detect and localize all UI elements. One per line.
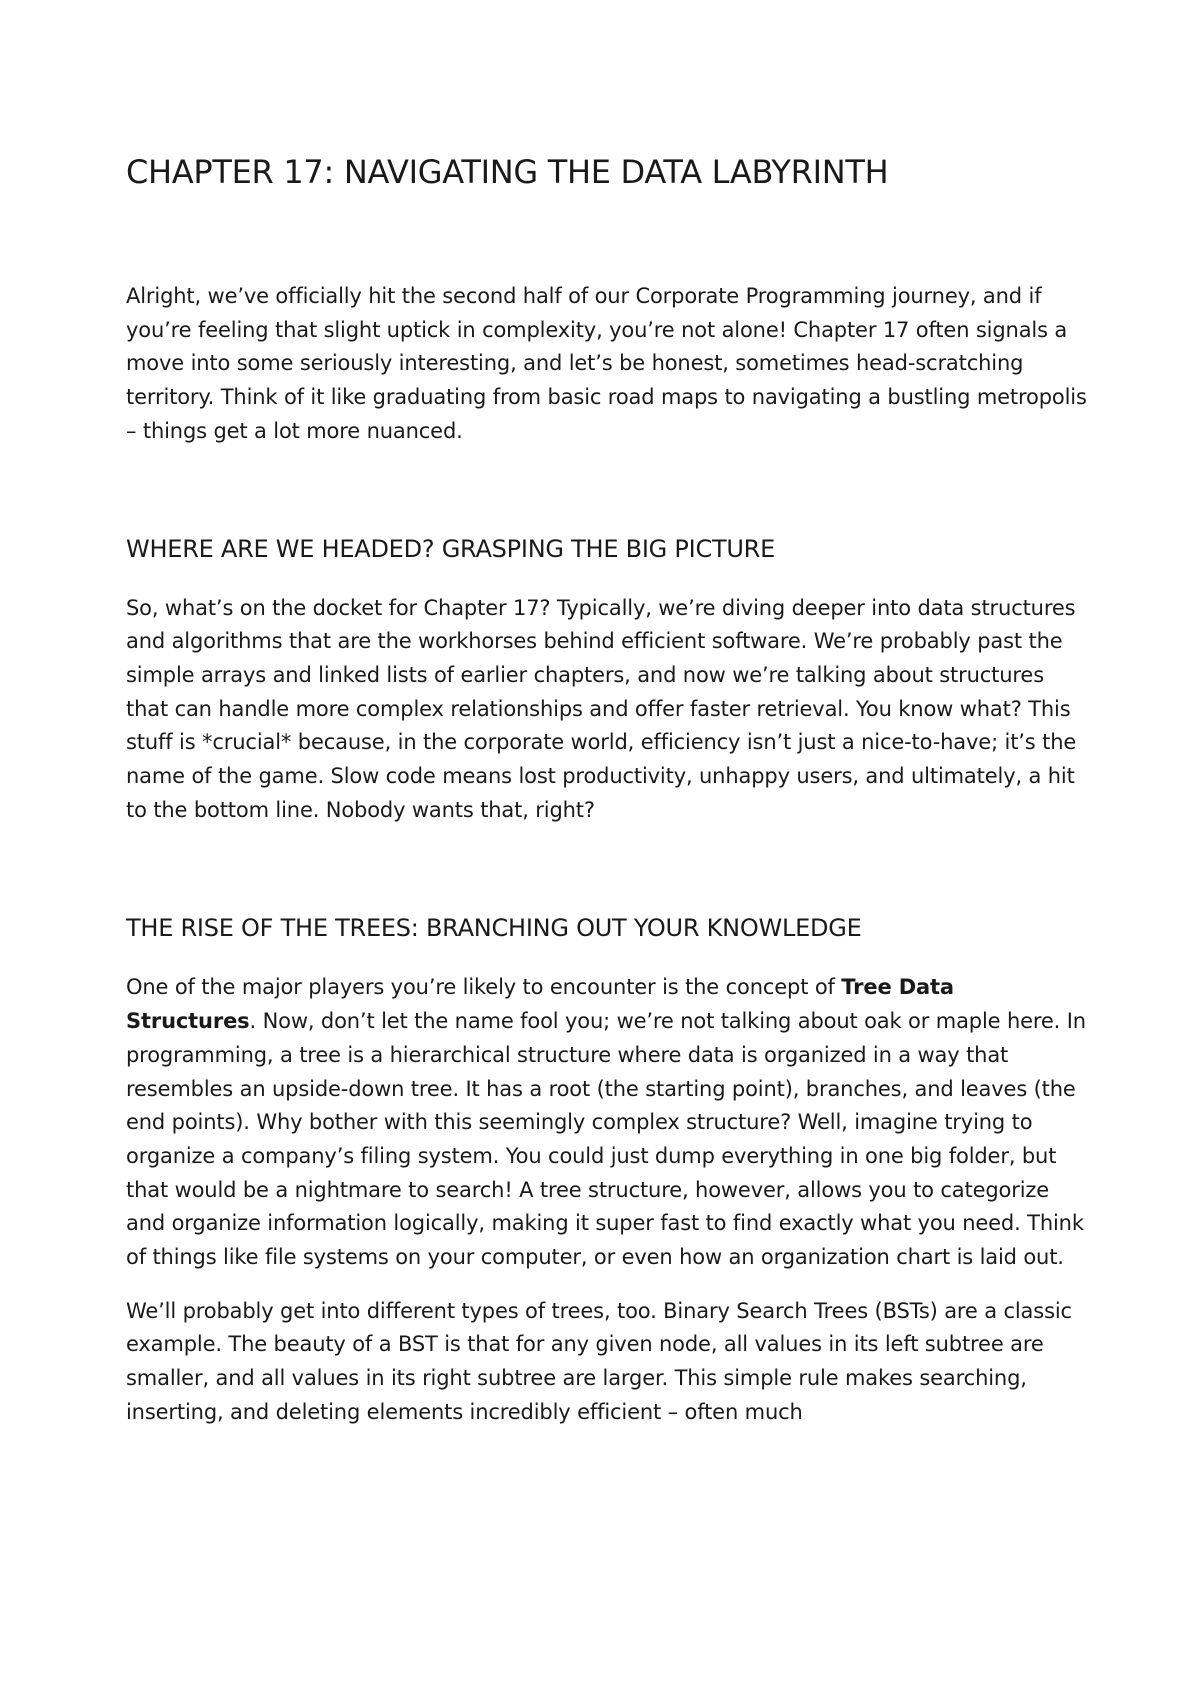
document-page <box>126 148 1088 1430</box>
big-picture-paragraph: So, what’s on the docket for Chapter 17? Typically, we’re diving deeper into data structures and algorithms that are the workhorses behind efficient software. We’re probably past the simple arrays and linked lists of earlier chapters, and now we’re talking about structures that can handle more complex relationships and offer faster retrieval. You know what? This stuff is *crucial* because, in the corporate world, efficiency isn’t just a nice-to-have; it’s the name of the game. Slow code means lost productivity, unhappy users, and ultimately, a hit to the bottom line. Nobody wants that, right? <box>126 595 1077 822</box>
chapter-title: CHAPTER 17: NAVIGATING THE DATA LABYRINTH <box>126 153 889 191</box>
intro-paragraph: Alright, we’ve officially hit the second half of our Corporate Programming journey, and if you’re feeling that slight uptick in complexity, you’re not alone! Chapter 17 often signals a move into some seriously interesting, and let’s be honest, sometimes head-scratching territory. Think of it like graduating from basic road maps to navigating a bustling metropolis – things get a lot more nuanced. <box>126 284 1087 443</box>
trees-paragraph <box>126 971 1088 1274</box>
trees-paragraph-body: . Now, don’t let the name fool you; we’re not talking about oak or maple here. In programming, a tree is a hierarchical structure where data is organized in a way that resembles an upside-down tree. It has a root (the starting point), branches, and leaves (the end points). Why bother with this seemingly complex structure? Well, imagine trying to organize a company’s filing system. You could just dump everything in one big folder, but that would be a nightmare to search! A tree structure, however, allows you to categorize and organize information logically, making it super fast to find exactly what you need. Think of things like file systems on your computer, or even how an organization chart is laid out. <box>126 1009 1086 1270</box>
trees-paragraph-lead: One of the major players you’re likely to encounter is the concept of <box>126 975 842 1000</box>
bst-paragraph: We’ll probably get into different types of trees, too. Binary Search Trees (BSTs) are a classic example. The beauty of a BST is that for any given node, all values in its left subtree are smaller, and all values in its right subtree are larger. This simple rule makes searching, inserting, and deleting elements incredibly efficient – often much <box>126 1298 1072 1424</box>
section-heading-trees: THE RISE OF THE TREES: BRANCHING OUT YOUR KNOWLEDGE <box>126 914 862 943</box>
section-heading-big-picture: WHERE ARE WE HEADED? GRASPING THE BIG PICTURE <box>126 534 776 563</box>
tree-data-structures-term: Tree Data Structures <box>126 975 954 1034</box>
